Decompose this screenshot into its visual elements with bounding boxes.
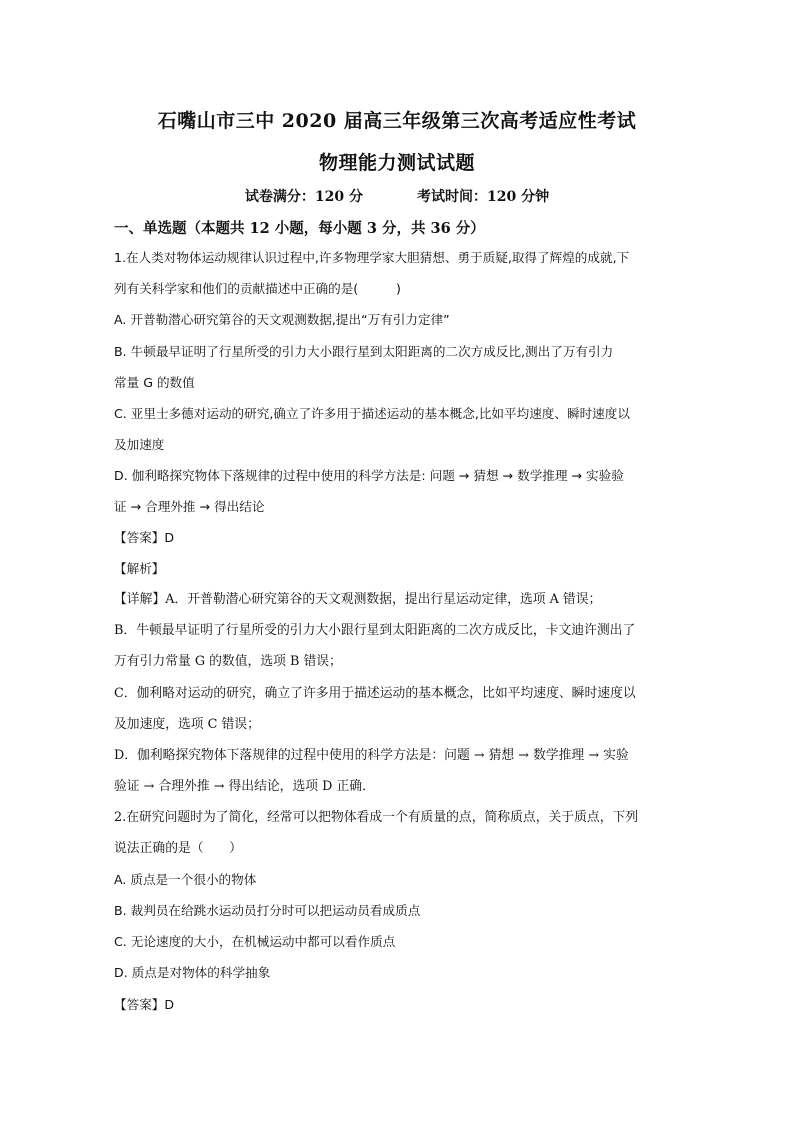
q1-detail-line6: D．伽利略探究物体下落规律的过程中使用的科学方法是：问题 → 猜想 → 数学推理 → 实验 bbox=[114, 748, 629, 763]
q2-option-d: D. 质点是对物体的科学抽象 bbox=[114, 965, 271, 980]
q1-option-b-line2: 常量 G 的数值 bbox=[114, 375, 195, 390]
q1-detail-line2: B．牛顿最早证明了行星所受的引力大小跟行星到太阳距离的二次方成反比，卡文迪许测出了 bbox=[114, 623, 636, 638]
q1-option-c-line2: 及加速度 bbox=[114, 437, 165, 452]
q1-detail-line1: 【详解】A．开普勒潜心研究第谷的天文观测数据，提出行星运动定律，选项 A 错误； bbox=[114, 592, 602, 607]
q1-option-d-line2: 证 → 合理外推 → 得出结论 bbox=[114, 499, 265, 514]
exam-title: 石嘴山市三中 2020 届高三年级第三次高考适应性考试 bbox=[157, 110, 637, 132]
q2-stem-line1: 2.在研究问题时为了简化，经常可以把物体看成一个有质量的点，简称质点，关于质点，下列 bbox=[114, 810, 639, 825]
q1-option-b-line1: B. 牛顿最早证明了行星所受的引力大小跟行星到太阳距离的二次方成反比,测出了万有引力 bbox=[114, 344, 614, 359]
q1-option-d-line1: D. 伽利略探究物体下落规律的过程中使用的科学方法是: 问题 → 猜想 → 数学推理 → 实验验 bbox=[114, 468, 624, 483]
q1-stem-line1: 1.在人类对物体运动规律认识过程中,许多物理学家大胆猜想、勇于质疑,取得了辉煌的成就,下 bbox=[114, 250, 630, 265]
q1-detail-line5: 及加速度，选项 C 错误； bbox=[114, 717, 260, 732]
q1-analysis-label: 【解析】 bbox=[114, 561, 165, 576]
full-score-label: 试卷满分：120 分 bbox=[244, 189, 363, 205]
q2-option-b: B. 裁判员在给跳水运动员打分时可以把运动员看成质点 bbox=[114, 903, 421, 918]
q2-option-a: A. 质点是一个很小的物体 bbox=[114, 872, 257, 887]
q1-answer: 【答案】D bbox=[114, 530, 175, 545]
q1-option-a: A. 开普勒潜心研究第谷的天文观测数据,提出“万有引力定律” bbox=[114, 312, 450, 327]
q1-detail-line3: 万有引力常量 G 的数值，选项 B 错误； bbox=[114, 654, 342, 669]
exam-subtitle: 物理能力测试试题 bbox=[318, 152, 475, 174]
exam-time-label: 考试时间：120 分钟 bbox=[417, 189, 550, 205]
q1-detail-line4: C．伽利略对运动的研究，确立了许多用于描述运动的基本概念，比如平均速度、瞬时速度以 bbox=[114, 686, 636, 701]
q1-detail-line7: 验证 → 合理外推 → 得出结论，选项 D 正确． bbox=[114, 779, 375, 794]
exam-meta bbox=[0, 186, 794, 206]
section-heading: 一、单选题（本题共 12 小题，每小题 3 分，共 36 分） bbox=[114, 220, 485, 237]
q2-stem-line2: 说法正确的是（ ） bbox=[114, 841, 242, 856]
q1-stem-line2: 列有关科学家和他们的贡献描述中正确的是( ) bbox=[114, 281, 401, 296]
q1-option-c-line1: C. 亚里士多德对运动的研究,确立了许多用于描述运动的基本概念,比如平均速度、瞬时速度以 bbox=[114, 406, 630, 421]
q2-answer: 【答案】D bbox=[114, 997, 175, 1012]
q2-option-c: C. 无论速度的大小，在机械运动中都可以看作质点 bbox=[114, 934, 396, 949]
